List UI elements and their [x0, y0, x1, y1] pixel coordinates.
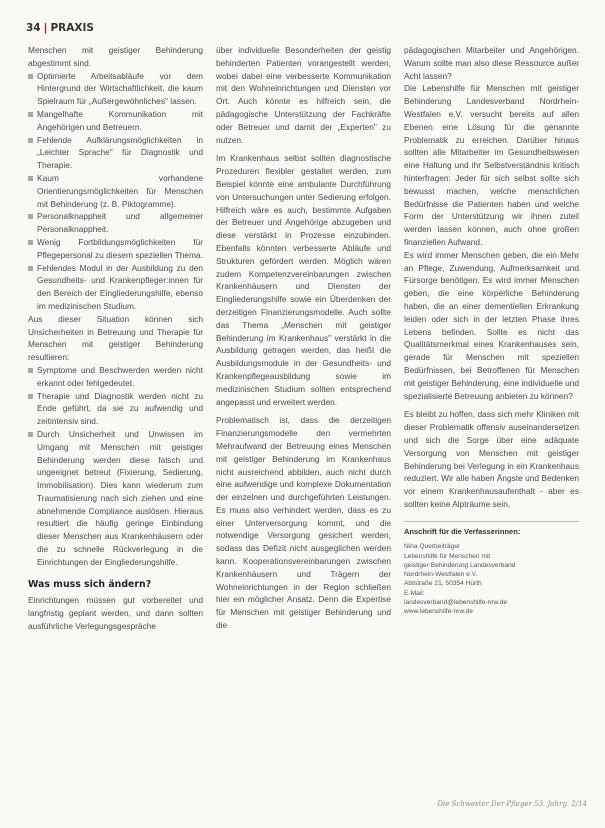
bullet-item: Therapie und Diagnostik werden nicht zu Ende geführt, da sie zu aufwendig und zeitintensiv sind.: [28, 390, 203, 428]
contact-line: Lebenshilfe für Menschen mit: [404, 552, 491, 560]
header-separator: |: [43, 22, 48, 34]
paragraph: Problematisch ist, dass die derzeitigen Finanzierungsmodelle den vermehrten Mehraufwand der Betreuung eines Menschen mit geistiger Behinderung im Krankenhaus nicht ausreichend abbilden, auch nicht durch eine aufwendige und komplexe Dokumentation der einzelnen und durchgeführten Leistungen. Es muss also verhindert werden, dass es zu einer Unterversorgung kommt, und die notwendige Versorgung gesichert werden, sodass das Defizit nicht ausgeglichen werden kann. Kooperationsvereinbarungen zwischen Krankenhäusern und Trägern der Wohneinrichtungen in der Region schließen hier ein möglicher Ansatz. Denn die Expertise für Menschen mit geistiger Behinderung und die: [216, 415, 391, 631]
bullet-item: Fehlende Aufklärungsmöglichkeiten in „Leichter Sprache" für Diagnostik und Therapie.: [28, 134, 203, 172]
bullet-item: Fehlendes Modul in der Ausbildung zu den Gesundheits- und Krankenpfleger:innen für den Bereich der Eingliederungshilfe, ebenso im medizinischen Studium.: [28, 262, 203, 313]
contact-line: landesverband@lebenshilfe-nrw.de: [404, 598, 508, 606]
paragraph: Menschen mit geistiger Behinderung abgestimmt sind.: [28, 45, 203, 68]
page-footer: Die Schwester Der Pfleger 53. Jahrg. 2/14: [437, 800, 587, 808]
paragraph: Aus dieser Situation können sich Unsicherheiten in Betreuung und Therapie für Menschen mit geistiger Behinderung resultieren:: [28, 313, 203, 363]
paragraph: Einrichtungen müssen gut vorbereitet und langfristig geplant werden, und dann sollten ausführliche Verlegungsgespräche: [28, 595, 203, 632]
page-number: 34: [26, 22, 41, 34]
bullet-item: Durch Unsicherheit und Unwissen im Umgang mit Menschen mit geistiger Behinderung werden diese falsch und ungeeignet betreut (Fixierung, Sedierung, Immobilisation). Dies kann wiederum zum Traumatisierung nach sich ziehen und eine abnehmende Compliance auslösen. Hieraus resultiert die häufig geringe Einbindung dieser Menschen aus Krankenhäusern oder die zu schnelle Rückverlegung in die Einrichtungen der Eingliederungshilfe.: [28, 428, 203, 569]
paragraph: Die Lebenshilfe für Menschen mit geistiger Behinderung Landesverband Nordrhein-Westfalen e.V. versucht bereits auf allen Ebenen eine Lösung für die genannte Problematik zu erreichen. Darüber hinaus sollten alle Mitarbeiter im Gesundheitswesen eine Haltung und ihr Selbstverständnis kritisch hinterfragen: Jeder für sich selbst sollte sich bewusst machen, welche menschlichen Bedürfnisse die Patienten haben und welche Form der Unterstützung wir ihnen zuteil werden lassen können, auch ohne großen finanziellen Aufwand.: [404, 83, 579, 247]
bullet-item: Wenig Fortbildungsmöglichkeiten für Pflegepersonal zu diesem speziellen Thema.: [28, 236, 203, 262]
contact-line: Abtstraße 21, 50354 Hürth: [404, 580, 482, 588]
paragraph: Es wird immer Menschen geben, die ein Mehr an Pflege, Zuwendung, Aufmerksamkeit und Fürsorge benötigen. Es wird immer Menschen geben, die eine körperliche Behinderung haben, die an einer dementiellen Erkrankung leiden oder sich in der letzten Phase ihres Lebens befinden. Sollte es nicht das Qualitätsmerkmal eines Krankenhauses sein, gerade für Menschen mit speziellen Bedürfnissen, bei Betroffenen für Menschen mit geistiger Behinderung, eine individuelle und spezialisierte Betreuung anbieten zu können?: [404, 249, 579, 401]
page-header: [26, 22, 94, 34]
bullet-item: Symptome und Beschwerden werden nicht erkannt oder fehlgedeutet.: [28, 364, 203, 390]
contact-box: [404, 542, 579, 616]
contact-line: Nordrhein-Westfalen e.V.: [404, 571, 478, 579]
column-middle: [216, 44, 391, 632]
paragraph: über individuelle Besonderheiten der geistig behinderten Patienten vorangestellt werden, wobei dabei eine verbesserte Kommunikation mit den Wohneinrichtungen und Diensten vor Ort. Auch könnte es hilfreich sein, die pädagogische Unterstützung der Fachkräfte oder Betreuer und damit der „Experten" zu nutzen.: [216, 45, 391, 145]
section-title: PRAXIS: [50, 22, 94, 34]
contact-line: E-Mail:: [404, 589, 425, 597]
column-left: [28, 44, 203, 633]
contact-line: www.lebenshilfe-nrw.de: [404, 607, 473, 615]
paragraph: pädagogischen Mitarbeiter und Angehörigen. Warum sollte man also diese Ressource außer Acht lassen?: [404, 45, 579, 81]
bullet-item: Kaum vorhandene Orientierungsmöglichkeiten für Menschen mit Behinderung (z. B. Piktogramme).: [28, 172, 203, 210]
contact-box-title: Anschrift für die Verfasserinnen:: [404, 521, 579, 539]
contact-line: geistiger Behinderung Landesverband: [404, 561, 516, 569]
paragraph: Im Krankenhaus selbst sollten diagnostische Prozeduren flexibler gestaltet werden, zum Beispiel könnte eine ambulante Durchführung von Untersuchungen unter Sedierung erfolgen. Hilfreich wäre es auch, bestimmte Aufgaben der Betreuer und Angehörige abzugeben und diese verstärkt in Prozesse einzubinden. Ebenfalls könnten verbesserte Abläufe und Strukturen gefördert werden. Möglich wären zudem Kompetenzvereinbarungen zwischen Krankenhäusern und Diensten der Eingliederungshilfe sowie ein Überdenken der derzeitigen Finanzierungsmodelle. Auch sollte das Thema „Menschen mit geistiger Behinderung im Krankenhaus" verstärkt in die Ausbildung getragen werden, das heißt die Ausbildungsmodule in der Gesundheits- und Krankenpflegeausbildung sowie im medizinischen Studium sollten entsprechend angepasst und erweitert werden.: [216, 153, 391, 407]
section-heading: Was muss sich ändern?: [28, 578, 152, 590]
column-right: [404, 44, 579, 616]
bullet-item: Mangelhafte Kommunikation mit Angehörigen und Betreuern.: [28, 108, 203, 134]
bullet-item: Personalknappheit und allgemeiner Personalknappheit.: [28, 210, 203, 236]
contact-line: Nina Querbeiträger: [404, 543, 461, 551]
bullet-item: Optimierte Arbeitsabläufe vor dem Hintergrund der Wirtschaftlichkeit, die kaum Spielraum für „Außergewöhnliches" lassen.: [28, 70, 203, 108]
paragraph: Es bleibt zu hoffen, dass sich mehr Kliniken mit dieser Problematik offensiv auseinandersetzen und sich die Sorge über eine adäquate Versorgung von Menschen mit geistiger Behinderung bei Verlegung in ein Krankenhaus reduziert. Wir alle haben Ängste und Bedenken vor einem Krankenhausaufenthalt - aber es sollten keine Alpträume sein.: [404, 409, 579, 509]
